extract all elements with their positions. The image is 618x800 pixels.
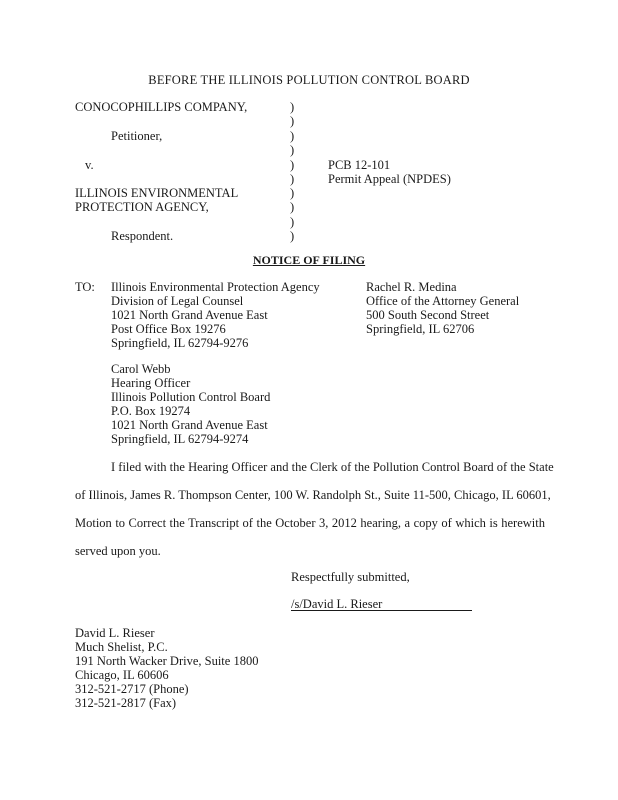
address-line: Springfield, IL 62794-9276 [111,336,249,350]
author-line: David L. Rieser [75,626,155,640]
respondent-name-line2: PROTECTION AGENCY, [75,200,209,214]
author-line: 312-521-2817 (Fax) [75,696,177,710]
paren: ) [290,229,295,243]
address-line: 1021 North Grand Avenue East [111,418,268,432]
body-line: Motion to Correct the Transcript of the October 3, 2012 hearing, a copy of which is herewith [75,516,545,530]
address-line: Division of Legal Counsel [111,294,244,308]
petitioner-name: CONOCOPHILLIPS COMPANY, [75,100,248,114]
paren: ) [290,158,295,172]
notice-heading: NOTICE OF FILING [252,253,366,267]
paren: ) [290,186,295,200]
paren: ) [290,215,295,229]
paren: ) [290,114,295,128]
body-line: of Illinois, James R. Thompson Center, 100 W. Randolph St., Suite 11-500, Chicago, IL 60601, [75,488,551,502]
closing: Respectfully submitted, [291,570,410,584]
paren: ) [290,172,295,186]
paren: ) [290,100,295,114]
author-line: 312-521-2717 (Phone) [75,682,189,696]
paren: ) [290,143,295,157]
petitioner-role: Petitioner, [111,129,163,143]
case-number: PCB 12-101 [328,158,391,172]
body-line: served upon you. [75,544,161,558]
paren: ) [290,200,295,214]
address-line: Springfield, IL 62794-9274 [111,432,249,446]
body-line: I filed with the Hearing Officer and the Clerk of the Pollution Control Board of the State [111,460,554,474]
address-line: Rachel R. Medina [366,280,457,294]
case-type: Permit Appeal (NPDES) [328,172,451,186]
signature: /s/David L. Rieser [291,597,383,611]
respondent-role: Respondent. [111,229,174,243]
versus: v. [85,158,94,172]
author-line: Chicago, IL 60606 [75,668,169,682]
respondent-name-line1: ILLINOIS ENVIRONMENTAL [75,186,239,200]
address-line: Carol Webb [111,362,171,376]
board-title: BEFORE THE ILLINOIS POLLUTION CONTROL BOARD [148,73,470,87]
address-line: Hearing Officer [111,376,191,390]
address-line: Illinois Pollution Control Board [111,390,271,404]
address-line: P.O. Box 19274 [111,404,191,418]
paren: ) [290,129,295,143]
address-line: Illinois Environmental Protection Agency [111,280,320,294]
to-label: TO: [75,280,95,294]
address-line: Springfield, IL 62706 [366,322,475,336]
author-line: Much Shelist, P.C. [75,640,168,654]
address-line: 500 South Second Street [366,308,490,322]
author-line: 191 North Wacker Drive, Suite 1800 [75,654,259,668]
address-line: Office of the Attorney General [366,294,520,308]
address-line: Post Office Box 19276 [111,322,226,336]
address-line: 1021 North Grand Avenue East [111,308,268,322]
